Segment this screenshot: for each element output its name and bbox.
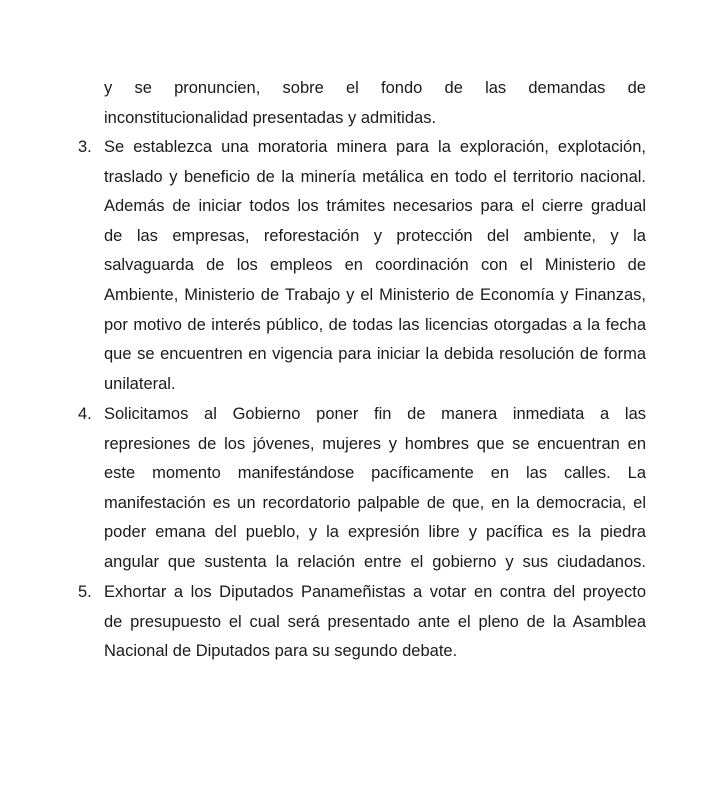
text-line: por motivo de interés público, de todas las licencias otorgadas a la fecha bbox=[104, 315, 646, 334]
text-line: poder emana del pueblo, y la expresión libre y pacífica es la piedra bbox=[104, 523, 646, 542]
text-line: Solicitamos al Gobierno poner fin de manera inmediata a las bbox=[104, 405, 646, 423]
text-line: angular que sustenta la relación entre el gobierno y sus ciudadanos. bbox=[104, 552, 646, 571]
text-line: salvaguarda de los empleos en coordinación con el Ministerio de bbox=[104, 256, 646, 275]
text-line: Exhortar a los Diputados Panameñistas a votar en contra del proyecto bbox=[104, 583, 646, 601]
list-item-number: 4. bbox=[78, 405, 92, 423]
text-line: represiones de los jóvenes, mujeres y hombres que se encuentran en bbox=[104, 434, 646, 453]
list-item-4-text bbox=[104, 400, 646, 578]
list-item-number: 5. bbox=[78, 583, 92, 601]
text-line: inconstitucionalidad presentadas y admitidas. bbox=[104, 108, 437, 127]
text-line: unilateral. bbox=[104, 374, 176, 393]
text-line: Además de iniciar todos los trámites necesarios para el cierre gradual bbox=[104, 197, 646, 216]
text-line: de presupuesto el cual será presentado ante el pleno de la Asamblea bbox=[104, 612, 646, 631]
list-item-3-text bbox=[104, 133, 646, 399]
text-line: este momento manifestándose pacíficamente en las calles. La bbox=[104, 464, 646, 483]
text-line: Nacional de Diputados para su segundo debate. bbox=[104, 642, 458, 661]
text-line: que se encuentren en vigencia para iniciar la debida resolución de forma bbox=[104, 345, 646, 364]
text-line: Ambiente, Ministerio de Trabajo y el Ministerio de Economía y Finanzas, bbox=[104, 285, 646, 304]
list-item-number: 3. bbox=[78, 138, 92, 156]
text-line: y se pronuncien, sobre el fondo de las demandas de bbox=[104, 79, 646, 97]
text-line: de las empresas, reforestación y protección del ambiente, y la bbox=[104, 226, 646, 245]
continuation-paragraph bbox=[104, 74, 646, 133]
list-item-5-text bbox=[104, 578, 646, 667]
text-line: manifestación es un recordatorio palpable de que, en la democracia, el bbox=[104, 493, 646, 512]
text-line: traslado y beneficio de la minería metálica en todo el territorio nacional. bbox=[104, 167, 646, 186]
text-line: Se establezca una moratoria minera para la exploración, explotación, bbox=[104, 138, 646, 156]
